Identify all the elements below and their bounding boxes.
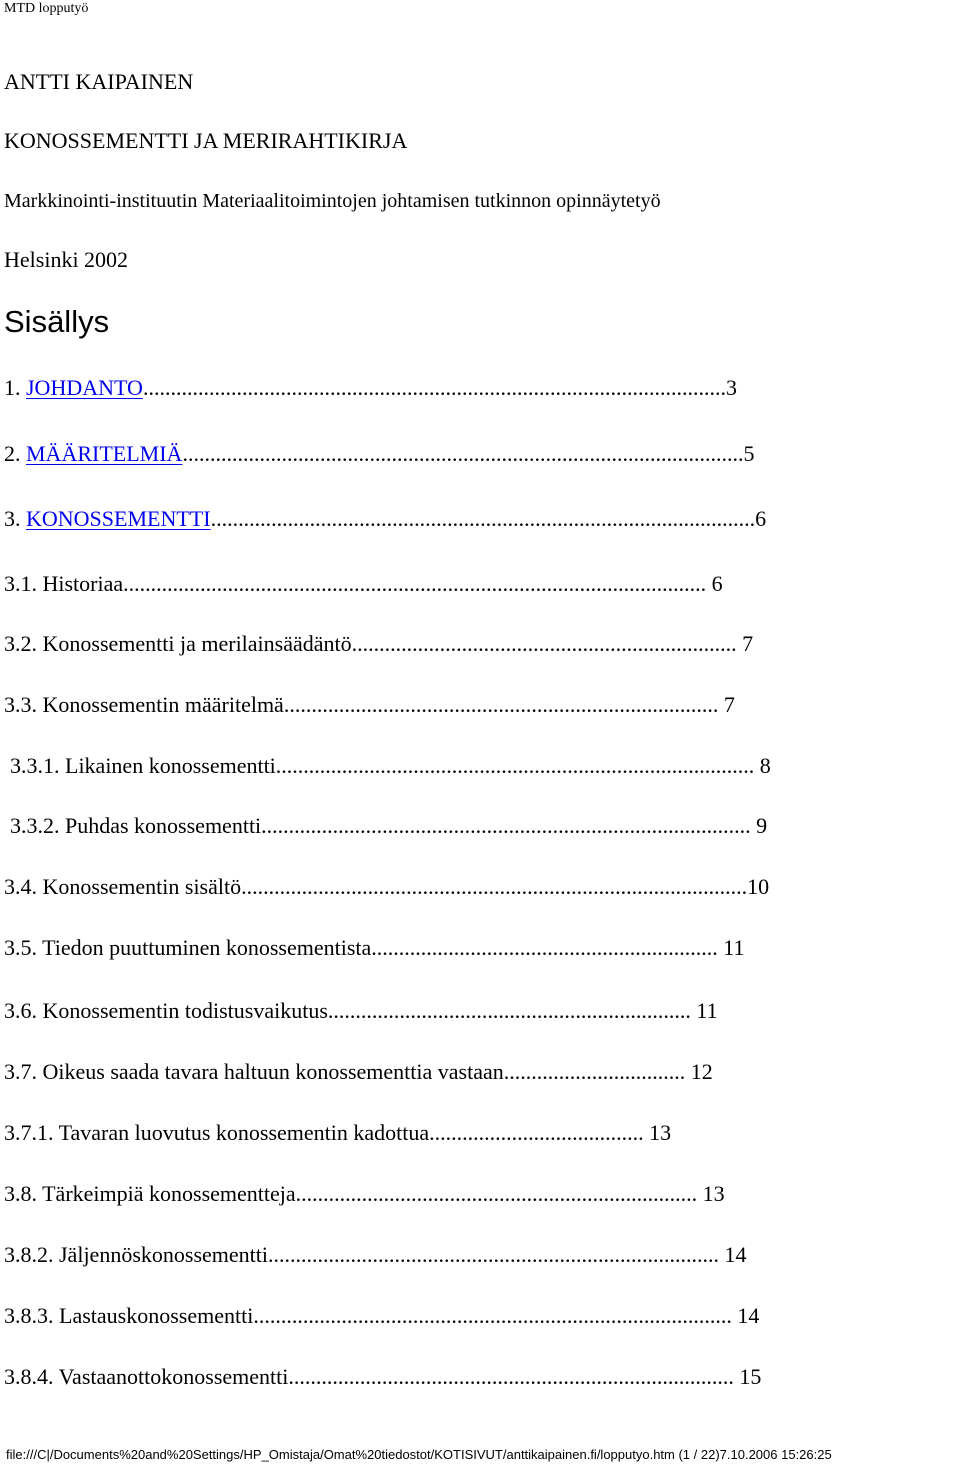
- toc-entry-number: 1.: [4, 375, 21, 400]
- toc-entry-page: 15: [733, 1364, 762, 1389]
- toc-entry-page: 13: [697, 1181, 725, 1206]
- toc-entry-dots: ..................................................................................: [267, 1242, 719, 1267]
- toc-entry-number: 3.6.: [4, 998, 37, 1023]
- toc-entry-dots: ..........................................................................................................: [142, 375, 726, 400]
- toc-entry-dots: .........................................................................: [295, 1181, 698, 1206]
- toc-entry-dots: ......................................................................: [351, 631, 737, 656]
- document-subtitle: Markkinointi-instituutin Materiaalitoimintojen johtamisen tutkinnon opinnäytetyö: [4, 190, 661, 212]
- toc-entry-page: 12: [685, 1059, 713, 1084]
- toc-entry-number: 3.8.2.: [4, 1242, 54, 1267]
- toc-entry: [4, 440, 754, 468]
- toc-entry-label: Lastauskonossementti: [59, 1303, 254, 1328]
- toc-entry-page: 8: [754, 753, 771, 778]
- toc-entry: [4, 1241, 746, 1269]
- toc-entry-dots: ..................................................................: [327, 998, 691, 1023]
- toc-entry: [10, 812, 767, 840]
- toc-entry-label: Vastaanottokonossementti: [58, 1364, 289, 1389]
- place-and-year: Helsinki 2002: [4, 247, 129, 272]
- toc-entry-dots: .................................................................................: [288, 1364, 734, 1389]
- toc-entry-label: Tiedon puuttuminen konossementista: [42, 935, 372, 960]
- toc-title: Sisällys: [4, 304, 110, 339]
- toc-entry-page: 13: [643, 1120, 672, 1145]
- toc-entry-page: 5: [743, 441, 755, 466]
- toc-entry-dots: ...............................................................................: [283, 692, 719, 717]
- toc-entry-dots: ............................................................................................: [241, 874, 748, 899]
- toc-entry-page: 7: [736, 631, 754, 656]
- toc-entry-label: Historiaa: [42, 571, 124, 596]
- toc-entry-number: 3.7.1.: [4, 1120, 54, 1145]
- toc-entry-page: 9: [750, 813, 768, 838]
- toc-entry-label: Konossementin todistusvaikutus: [42, 998, 328, 1023]
- document-title: KONOSSEMENTTI JA MERIRAHTIKIRJA: [4, 128, 408, 153]
- toc-entry-label: Konossementti ja merilainsäädäntö: [42, 631, 352, 656]
- toc-entry-label: Jäljennöskonossementti: [59, 1242, 268, 1267]
- toc-entry-number: 3.8.3.: [4, 1303, 54, 1328]
- toc-entry-number: 3.5.: [4, 935, 37, 960]
- toc-entry-number: 2.: [4, 441, 21, 466]
- toc-entry-dots: ...............................................................: [371, 935, 718, 960]
- toc-entry: [4, 934, 744, 962]
- toc-entry-number: 3.2.: [4, 631, 37, 656]
- toc-entry-number: 3.8.: [4, 1181, 37, 1206]
- toc-link-konossementti[interactable]: KONOSSEMENTTI: [26, 506, 211, 531]
- toc-entry-number: 3.3.2.: [10, 813, 60, 838]
- toc-entry-dots: .................................: [503, 1059, 686, 1084]
- toc-entry-number: 3.1.: [4, 571, 37, 596]
- toc-entry-page: 3: [725, 375, 737, 400]
- toc-entry-dots: ......................................................................................................: [182, 441, 744, 466]
- toc-entry: [4, 691, 735, 719]
- toc-entry: [4, 1058, 713, 1086]
- toc-entry-dots: .......................................................................................: [253, 1303, 732, 1328]
- toc-entry: [4, 570, 723, 598]
- toc-entry-dots: .......................................................................................: [275, 753, 755, 778]
- toc-entry: [4, 873, 769, 901]
- toc-entry-page: 14: [718, 1242, 747, 1267]
- toc-entry-number: 3.3.1.: [10, 753, 60, 778]
- toc-entry-number: 3.4.: [4, 874, 37, 899]
- toc-entry-label: Konossementin sisältö: [42, 874, 242, 899]
- toc-entry-number: 3.8.4.: [4, 1364, 54, 1389]
- toc-entry-page: 6: [755, 506, 767, 531]
- toc-entry: [4, 505, 766, 533]
- author-name: ANTTI KAIPAINEN: [4, 69, 194, 94]
- toc-entry: [4, 997, 718, 1025]
- toc-entry: [10, 752, 771, 780]
- toc-entry-page: 14: [731, 1303, 760, 1328]
- toc-entry: [4, 1119, 671, 1147]
- toc-link-maaritelmia[interactable]: MÄÄRITELMIÄ: [26, 441, 183, 466]
- toc-entry-label: Konossementin määritelmä: [42, 692, 284, 717]
- toc-entry-label: Likainen konossementti: [65, 753, 276, 778]
- toc-entry-label: Tavaran luovutus konossementin kadottua: [58, 1120, 430, 1145]
- page-footer-file-path: file:///C|/Documents%20and%20Settings/HP_Omistaja/Omat%20tiedostot/KOTISIVUT/anttikaipainen.fi/lopputyo.htm (1 / 22)7.10.2006 15:26:25: [6, 1447, 832, 1462]
- toc-entry-number: 3.7.: [4, 1059, 37, 1084]
- toc-entry-page: 10: [747, 874, 770, 899]
- toc-entry-page: 11: [717, 935, 745, 960]
- toc-entry-label: Puhdas konossementti: [65, 813, 262, 838]
- toc-entry: [4, 374, 737, 402]
- toc-entry-dots: .......................................: [429, 1120, 644, 1145]
- toc-entry-page: 6: [706, 571, 723, 596]
- toc-entry: [4, 1363, 761, 1391]
- toc-entry-label: Tärkeimpiä konossementteja: [42, 1181, 296, 1206]
- toc-entry: [4, 630, 753, 658]
- toc-entry-number: 3.: [4, 506, 21, 531]
- toc-entry-dots: .........................................................................................: [261, 813, 751, 838]
- toc-entry-page: 7: [718, 692, 735, 717]
- toc-entry-page: 11: [690, 998, 718, 1023]
- toc-entry-label: Oikeus saada tavara haltuun konossementtia vastaan: [42, 1059, 504, 1084]
- toc-entry-number: 3.3.: [4, 692, 37, 717]
- page-header-title: MTD lopputyö: [4, 1, 89, 16]
- toc-entry: [4, 1302, 759, 1330]
- toc-link-johdanto[interactable]: JOHDANTO: [26, 375, 143, 400]
- toc-entry-dots: ...................................................................................................: [210, 506, 756, 531]
- toc-entry: [4, 1180, 725, 1208]
- toc-entry-dots: ..........................................................................................................: [123, 571, 707, 596]
